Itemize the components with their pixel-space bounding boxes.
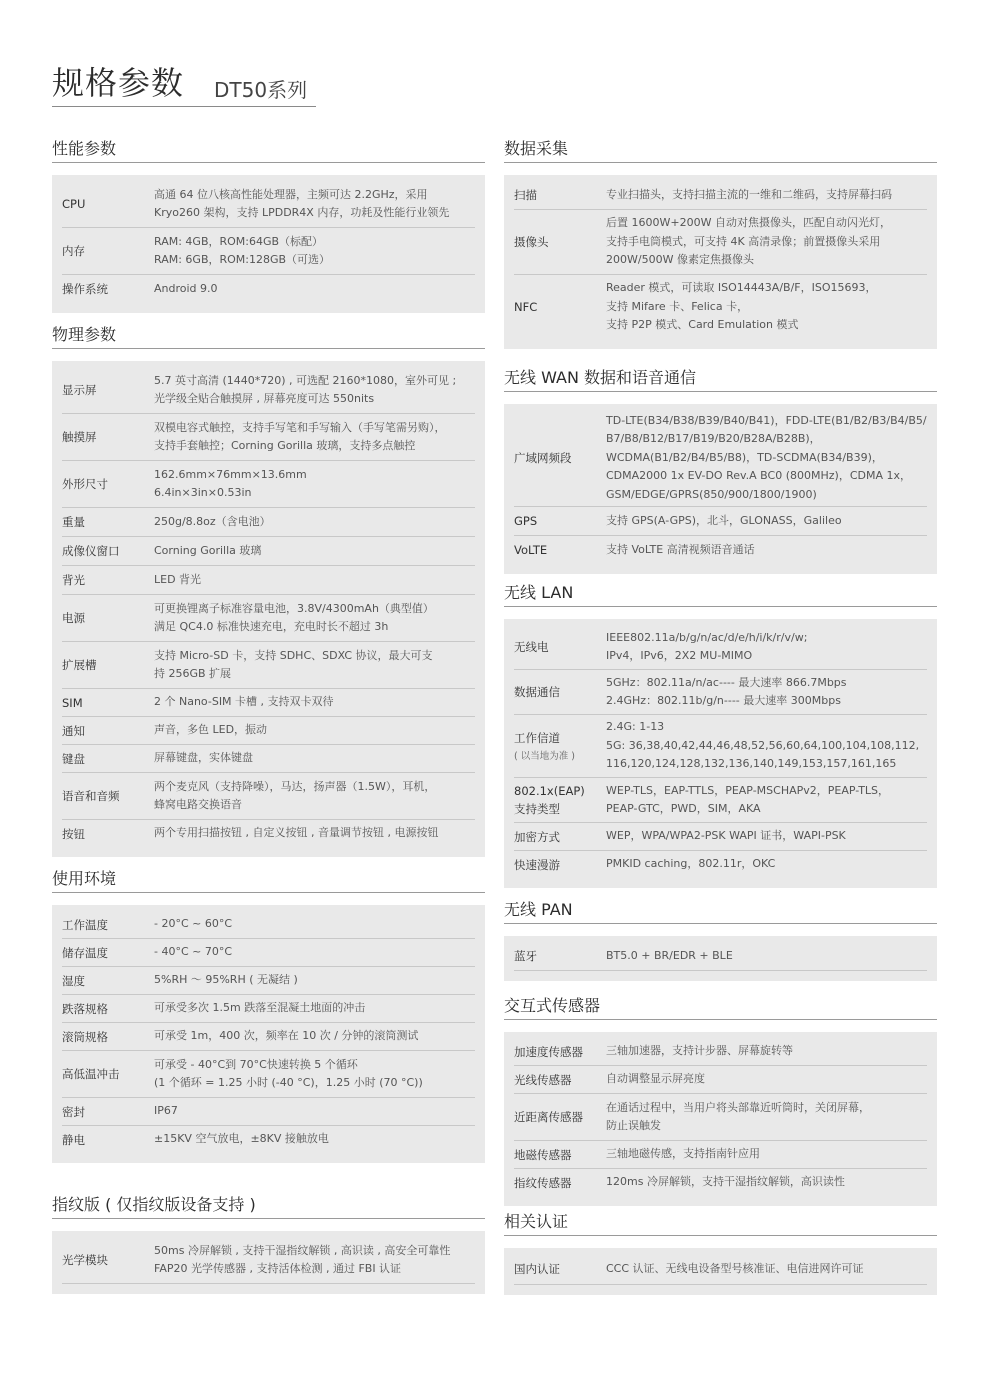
spec-key: 加密方式 [514, 829, 560, 844]
section-title: 无线 PAN [504, 897, 937, 924]
spec-value: PMKID caching，802.11r，OKC [606, 857, 776, 871]
spec-value: 双模电容式触控，支持手写笔和手写输入（手写笔需另购）， 支持手套触控；Corning Gorilla 玻璃，支持多点触控 [154, 420, 446, 452]
table-row [62, 275, 475, 303]
section-title: 相关认证 [504, 1209, 937, 1236]
section-title: 使用环境 [52, 866, 485, 893]
spec-key: 触摸屏 [62, 430, 97, 444]
table-row [514, 181, 927, 210]
spec-key: 键盘 [62, 751, 85, 766]
spec-table [52, 361, 485, 857]
section-sensors [504, 993, 937, 1206]
table-row [62, 717, 475, 745]
spec-value: BT5.0 + BR/EDR + BLE [606, 948, 733, 962]
spec-key: 跌落规格 [62, 1001, 108, 1016]
section-certification [504, 1209, 937, 1295]
spec-table [52, 175, 485, 313]
spec-value: WEP，WPA/WPA2-PSK WAPI 证书，WAPI-PSK [606, 829, 846, 843]
table-row [514, 1038, 927, 1066]
spec-key: 显示屏 [62, 383, 97, 397]
table-row [514, 942, 927, 971]
spec-value: 可承受 - 40°C到 70°C快速转换 5 个循环 (1 个循环 = 1.25 小时 (-40 °C)，1.25 小时 (70 °C)) [154, 1057, 423, 1089]
page-subtitle: DT50系列 [214, 78, 308, 102]
spec-key [514, 730, 606, 762]
spec-value: - 40°C ~ 70°C [154, 945, 233, 959]
table-row [62, 820, 475, 847]
section-fingerprint [52, 1192, 485, 1294]
table-row [62, 461, 475, 508]
spec-value: 5.7 英寸高清 (1440*720) , 可选配 2160*1080，室外可见 ; 光学级全贴合触摸屏 , 屏幕亮度可达 550nits [154, 373, 457, 405]
spec-value: 50ms 冷屏解锁 , 支持干湿指纹解锁 , 高识读 , 高安全可靠性 FAP20 光学传感器 , 支持活体检测 , 通过 FBI 认证 [154, 1243, 451, 1275]
spec-key: 工作温度 [62, 917, 108, 932]
spec-key: 扫描 [514, 188, 537, 202]
table-row [62, 745, 475, 773]
spec-key: 外形尺寸 [62, 477, 108, 491]
section-title: 无线 WAN 数据和语音通信 [504, 365, 937, 392]
spec-key: 指纹传感器 [514, 1175, 572, 1190]
table-row [514, 1094, 927, 1141]
spec-value: IP67 [154, 1104, 178, 1118]
spec-table [504, 619, 937, 888]
spec-value: WEP-TLS，EAP-TTLS，PEAP-MSCHAPv2，PEAP-TLS， PEAP-GTC，PWD，SIM，AKA [606, 783, 890, 815]
section-title: 指纹版 ( 仅指纹版设备支持 ) [52, 1192, 485, 1219]
table-row [514, 1066, 927, 1094]
spec-key: 内存 [62, 244, 85, 258]
spec-key-note: ( 以当地为准 ) [514, 751, 575, 762]
table-row [514, 670, 927, 715]
spec-value: 后置 1600W+200W 自动对焦摄像头，匹配自动闪光灯， 支持手电筒模式，可支持 4K 高清录像；前置摄像头采用 200W/500W 像素定焦摄像头 [606, 216, 891, 267]
spec-key: 湿度 [62, 973, 85, 988]
table-row [62, 1237, 475, 1284]
spec-table [504, 175, 937, 349]
spec-value: 三轴加速器，支持计步器、屏幕旋转等 [606, 1044, 793, 1058]
spec-value: 162.6mm×76mm×13.6mm 6.4in×3in×0.53in [154, 467, 307, 499]
spec-key: 电源 [62, 611, 85, 625]
table-row [514, 275, 927, 339]
spec-value: Android 9.0 [154, 281, 218, 295]
spec-value: ±15KV 空气放电，±8KV 接触放电 [154, 1132, 329, 1146]
spec-key: 无线电 [514, 640, 549, 654]
spec-value: 在通话过程中，当用户将头部靠近听筒时，关闭屏幕， 防止误触发 [606, 1100, 870, 1132]
spec-value: TD-LTE(B34/B38/B39/B40/B41)，FDD-LTE(B1/B2/B3/B4/B5/ B7/B8/B12/B17/B19/B20/B28A/B28B)， WCDMA(B1/B2/B4/B5/B8)，TD-SCDMA(B34/B39)， CDMA2000 1x EV-DO Rev.A BC0 (800MHz)，CDMA 1x， GSM/EDGE/GPRS(850/900/1800/1900) [606, 413, 927, 501]
spec-key: 数据通信 [514, 685, 560, 699]
table-row [514, 410, 927, 507]
spec-value: CCC 认证、无线电设备型号核准证、电信进网许可证 [606, 1261, 864, 1275]
table-row [62, 595, 475, 642]
table-row [62, 1023, 475, 1051]
spec-value: 三轴地磁传感，支持指南针应用 [606, 1147, 760, 1161]
spec-key: 蓝牙 [514, 949, 537, 963]
spec-value: Reader 模式，可读取 ISO14443A/B/F，ISO15693， 支持 Mifare 卡、Felica 卡， 支持 P2P 模式、Card Emulation 模式 [606, 281, 877, 332]
table-row [514, 715, 927, 778]
spec-key: 802.1x(EAP) 支持类型 [514, 784, 585, 816]
section-title: 物理参数 [52, 322, 485, 349]
spec-value: 声音，多色 LED，振动 [154, 723, 268, 737]
table-row [62, 689, 475, 717]
table-row [514, 210, 927, 275]
spec-value: 可更换锂离子标准容量电池，3.8V/4300mAh（典型值） 满足 QC4.0 标准快速充电，充电时长不超过 3h [154, 601, 434, 633]
table-row [514, 778, 927, 823]
table-row [514, 823, 927, 851]
spec-value: IEEE802.11a/b/g/n/ac/d/e/h/i/k/r/v/w; IPv4，IPv6，2X2 MU-MIMO [606, 630, 808, 662]
spec-key: 摄像头 [514, 235, 549, 249]
table-row [62, 939, 475, 967]
table-row [62, 566, 475, 595]
spec-table [504, 404, 937, 574]
spec-value: 支持 VoLTE 高清视频语音通话 [606, 542, 755, 556]
spec-key: 近距离传感器 [514, 1110, 583, 1124]
table-row [62, 181, 475, 228]
spec-value: Corning Gorilla 玻璃 [154, 543, 262, 557]
table-row [62, 773, 475, 820]
table-row [514, 1169, 927, 1196]
spec-key: 重量 [62, 515, 85, 529]
spec-key: 扩展槽 [62, 658, 97, 672]
table-row [62, 642, 475, 689]
spec-value: LED 背光 [154, 572, 202, 586]
spec-key: NFC [514, 300, 538, 314]
table-row [62, 367, 475, 414]
table-row [62, 967, 475, 995]
spec-table [504, 936, 937, 981]
spec-value: - 20°C ~ 60°C [154, 917, 233, 931]
spec-key: 高低温冲击 [62, 1067, 120, 1081]
section-performance [52, 136, 485, 313]
table-row [62, 911, 475, 939]
spec-value: 5%RH ～ 95%RH ( 无凝结 ) [154, 973, 298, 987]
spec-key: 储存温度 [62, 945, 108, 960]
section-environment [52, 866, 485, 1163]
spec-key-label: 工作信道 [514, 731, 560, 745]
spec-key: 操作系统 [62, 282, 108, 296]
spec-key: 静电 [62, 1132, 85, 1147]
table-row [514, 851, 927, 878]
spec-value: 可承受 1m，400 次，频率在 10 次 / 分钟的滚筒测试 [154, 1029, 419, 1043]
table-row [62, 1098, 475, 1126]
spec-key: 语音和音频 [62, 789, 120, 803]
section-wireless-wan [504, 365, 937, 574]
spec-table [504, 1248, 937, 1295]
section-title: 性能参数 [52, 136, 485, 163]
table-row [62, 995, 475, 1023]
table-row [62, 1051, 475, 1098]
spec-key: 密封 [62, 1104, 85, 1119]
spec-key: 背光 [62, 573, 85, 587]
section-wireless-lan [504, 580, 937, 888]
spec-key: GPS [514, 514, 538, 528]
spec-value: 250g/8.8oz（含电池） [154, 514, 271, 528]
table-row [514, 507, 927, 536]
spec-value: 高通 64 位八核高性能处理器，主频可达 2.2GHz，采用 Kryo260 架构，支持 LPDDR4X 内存，功耗及性能行业领先 [154, 187, 450, 219]
spec-value: 可承受多次 1.5m 跌落至混凝土地面的冲击 [154, 1001, 366, 1015]
table-row [514, 1141, 927, 1169]
spec-key: 快速漫游 [514, 857, 560, 872]
table-row [514, 625, 927, 670]
section-wireless-pan [504, 897, 937, 981]
spec-value: 两个麦克风（支持降噪），马达，扬声器（1.5W），耳机， 蜂窝电路交换语音 [154, 779, 436, 811]
section-data-capture [504, 136, 937, 349]
spec-value: 2 个 Nano-SIM 卡槽 , 支持双卡双待 [154, 695, 334, 709]
spec-key: 滚筒规格 [62, 1029, 108, 1044]
spec-key: 按钮 [62, 826, 85, 841]
spec-table [52, 1231, 485, 1294]
table-row [514, 1254, 927, 1285]
spec-key: 国内认证 [514, 1262, 560, 1276]
spec-table [52, 905, 485, 1163]
section-title: 无线 LAN [504, 580, 937, 607]
spec-value: 自动调整显示屏亮度 [606, 1072, 705, 1086]
section-title: 数据采集 [504, 136, 937, 163]
table-row [514, 536, 927, 564]
spec-value: 支持 Micro-SD 卡，支持 SDHC、SDXC 协议，最大可支 持 256GB 扩展 [154, 648, 433, 680]
page-title: 规格参数 [52, 64, 185, 102]
spec-value: 5GHz：802.11a/n/ac---- 最大速率 866.7Mbps 2.4GHz：802.11b/g/n---- 最大速率 300Mbps [606, 675, 847, 707]
spec-value: 两个专用扫描按钮 , 自定义按钮 , 音量调节按钮 , 电源按钮 [154, 826, 439, 840]
spec-key: 广域网频段 [514, 451, 572, 465]
spec-value: 2.4G: 1-13 5G: 36,38,40,42,44,46,48,52,56,60,64,100,104,108,112, 116,120,124,128,132,136,140,149,153,157,161,165 [606, 720, 920, 771]
spec-value: 支持 GPS(A-GPS)，北斗，GLONASS，Galileo [606, 513, 842, 527]
table-row [62, 537, 475, 566]
spec-key: 加速度传感器 [514, 1044, 583, 1059]
spec-value: 专业扫描头，支持扫描主流的一维和二维码，支持屏幕扫码 [606, 187, 892, 201]
table-row [62, 228, 475, 275]
spec-key: 成像仪窗口 [62, 544, 120, 558]
spec-key: 地磁传感器 [514, 1147, 572, 1162]
section-physical [52, 322, 485, 857]
spec-key: 光线传感器 [514, 1072, 572, 1087]
spec-value: RAM: 4GB，ROM:64GB（标配） RAM: 6GB，ROM:128GB（可选） [154, 234, 331, 266]
page-header [52, 56, 316, 107]
spec-key: 通知 [62, 723, 85, 738]
spec-value: 120ms 冷屏解锁，支持干湿指纹解锁，高识读性 [606, 1175, 845, 1189]
table-row [62, 1126, 475, 1153]
spec-key: VoLTE [514, 543, 548, 557]
table-row [62, 414, 475, 461]
spec-value: 屏幕键盘，实体键盘 [154, 751, 253, 765]
table-row [62, 508, 475, 537]
section-title: 交互式传感器 [504, 993, 937, 1020]
spec-table [504, 1032, 937, 1206]
spec-key: 光学模块 [62, 1253, 108, 1267]
spec-key: CPU [62, 197, 86, 211]
spec-key: SIM [62, 695, 83, 710]
